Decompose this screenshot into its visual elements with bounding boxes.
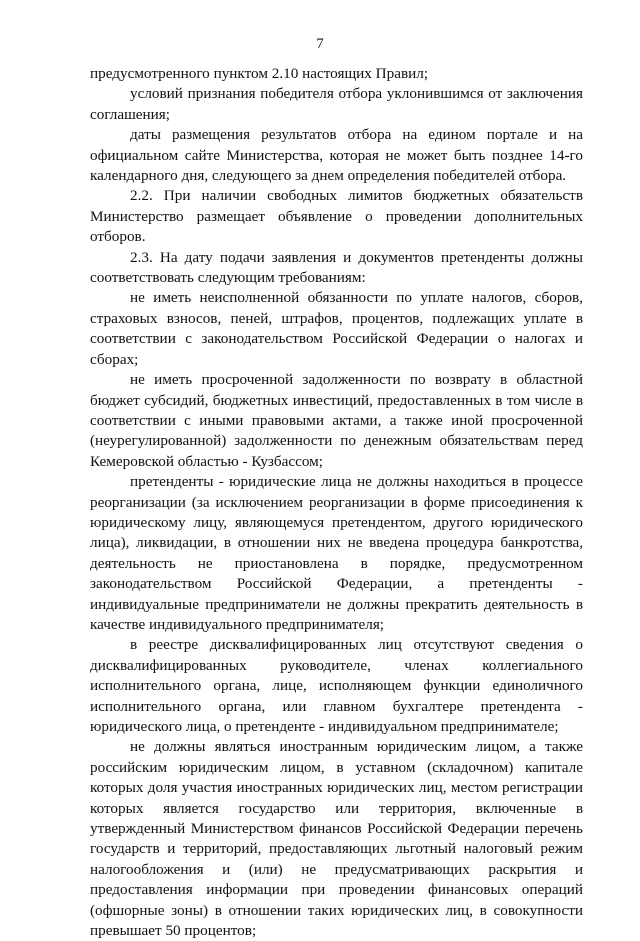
document-body <box>90 64 583 941</box>
paragraph-results-publication-date: даты размещения результатов отбора на едином портале и на официальном сайте Министерства, которая не может быть позднее 14-го календарного дня, следующего за днем определения победителей отбора. <box>90 126 583 185</box>
page-number: 7 <box>316 36 324 52</box>
requirement-not-foreign-entity: не должны являться иностранным юридическим лицом, а также российским юридическим лицом, в уставном (складочном) капитале которых доля участия иностранных юридических лиц, местом регистрации которых является государство или территория, включенные в утвержденный Министерством финансов Российской Федерации перечень государств и территорий, предоставляющих льготный налоговый режим налогообложения и (или) не предусматривающих раскрытия и предоставления информации при проведении финансовых операций (офшорные зоны) в отношении таких юридических лиц, в совокупности превышает 50 процентов; <box>90 738 583 940</box>
requirement-no-overdue-debt: не иметь просроченной задолженности по возврату в областной бюджет субсидий, бюджетных инвестиций, предоставленных в том числе в соответствии с иными правовыми актами, а также иной просроченной (неурегулированной) задолженности по денежным обязательствам перед Кемеровской областью - Кузбассом; <box>90 371 583 470</box>
paragraph-2-3: 2.3. На дату подачи заявления и документов претенденты должны соответствовать следующим требованиям: <box>90 248 583 287</box>
requirement-no-tax-debt: не иметь неисполненной обязанности по уплате налогов, сборов, страховых взносов, пеней, штрафов, процентов, подлежащих уплате в соответствии с законодательством Российской Федерации о налогах и сборах; <box>90 289 583 368</box>
paragraph-continuation: предусмотренного пунктом 2.10 настоящих Правил; <box>90 65 429 82</box>
paragraph-evasion-conditions: условий признания победителя отбора уклонившимся от заключения соглашения; <box>90 85 583 123</box>
paragraph-2-2: 2.2. При наличии свободных лимитов бюджетных обязательств Министерство размещает объявление о проведении дополнительных отборов. <box>90 187 583 246</box>
requirement-disqualified-persons: в реестре дисквалифицированных лиц отсутствуют сведения о дисквалифицированных руководителе, членах коллегиального исполнительного органа, лице, исполняющем функции единоличного исполнительного органа, или главном бухгалтере претендента - юридического лица, о претенденте - индивидуальном предпринимателе; <box>90 636 583 735</box>
requirement-no-reorganization: претенденты - юридические лица не должны находиться в процессе реорганизации (за исключением реорганизации в форме присоединения к юридическому лицу, являющемуся претендентом, другого юридического лица), ликвидации, в отношении них не введена процедура банкротства, деятельность не приостановлена в порядке, предусмотренном законодательством Российской Федерации, а претенденты - индивидуальные предприниматели не должны прекратить деятельность в качестве индивидуального предпринимателя; <box>90 473 583 633</box>
